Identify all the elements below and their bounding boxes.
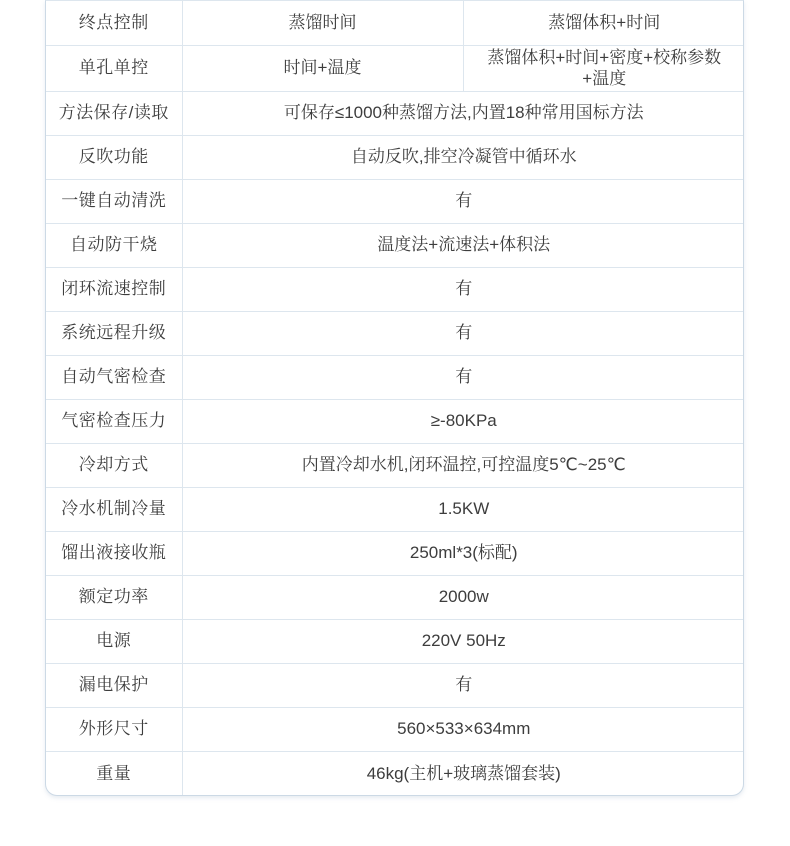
row-value: 有 [182, 267, 744, 311]
table-row [46, 399, 744, 443]
row-value: 内置冷却水机,闭环温控,可控温度5℃~25℃ [182, 443, 744, 487]
row-label: 气密检查压力 [46, 399, 182, 443]
row-label: 电源 [46, 619, 182, 663]
table-row [46, 45, 744, 91]
table-row [46, 575, 744, 619]
table-row [46, 135, 744, 179]
table-row [46, 311, 744, 355]
table-row [46, 487, 744, 531]
row-label: 系统远程升级 [46, 311, 182, 355]
row-value-line: +温度 [582, 69, 627, 88]
row-value: 蒸馏体积+时间 [463, 1, 744, 45]
row-value: 自动反吹,排空冷凝管中循环水 [182, 135, 744, 179]
spec-table-container [45, 0, 744, 796]
row-value-line: 蒸馏体积+时间+密度+校称参数 [487, 47, 722, 67]
row-value: 有 [182, 179, 744, 223]
row-value: 560×533×634mm [182, 707, 744, 751]
row-value: ≥-80KPa [182, 399, 744, 443]
table-row [46, 751, 744, 795]
row-label: 终点控制 [46, 1, 182, 45]
row-label: 自动防干烧 [46, 223, 182, 267]
row-value: 时间+温度 [182, 45, 463, 91]
row-value: 1.5KW [182, 487, 744, 531]
row-value: 蒸馏时间 [182, 1, 463, 45]
row-value: 2000w [182, 575, 744, 619]
row-label: 冷水机制冷量 [46, 487, 182, 531]
row-label: 反吹功能 [46, 135, 182, 179]
spec-table [46, 1, 744, 795]
row-label: 单孔单控 [46, 45, 182, 91]
row-value: 250ml*3(标配) [182, 531, 744, 575]
row-label: 一键自动清洗 [46, 179, 182, 223]
row-label: 方法保存/读取 [46, 91, 182, 135]
table-row [46, 267, 744, 311]
row-value: 有 [182, 311, 744, 355]
table-row [46, 619, 744, 663]
row-label: 额定功率 [46, 575, 182, 619]
row-label: 冷却方式 [46, 443, 182, 487]
row-label: 漏电保护 [46, 663, 182, 707]
row-label: 馏出液接收瓶 [46, 531, 182, 575]
row-value: 有 [182, 355, 744, 399]
row-label: 重量 [46, 751, 182, 795]
row-value: 可保存≤1000种蒸馏方法,内置18种常用国标方法 [182, 91, 744, 135]
row-label: 闭环流速控制 [46, 267, 182, 311]
row-label: 自动气密检查 [46, 355, 182, 399]
table-row [46, 663, 744, 707]
table-row [46, 531, 744, 575]
table-row [46, 179, 744, 223]
table-row [46, 707, 744, 751]
table-row [46, 91, 744, 135]
row-value: 220V 50Hz [182, 619, 744, 663]
row-label: 外形尺寸 [46, 707, 182, 751]
table-row [46, 443, 744, 487]
row-value: 温度法+流速法+体积法 [182, 223, 744, 267]
row-value [463, 45, 744, 91]
row-value: 46kg(主机+玻璃蒸馏套装) [182, 751, 744, 795]
table-row [46, 1, 744, 45]
table-row [46, 223, 744, 267]
table-row [46, 355, 744, 399]
row-value: 有 [182, 663, 744, 707]
